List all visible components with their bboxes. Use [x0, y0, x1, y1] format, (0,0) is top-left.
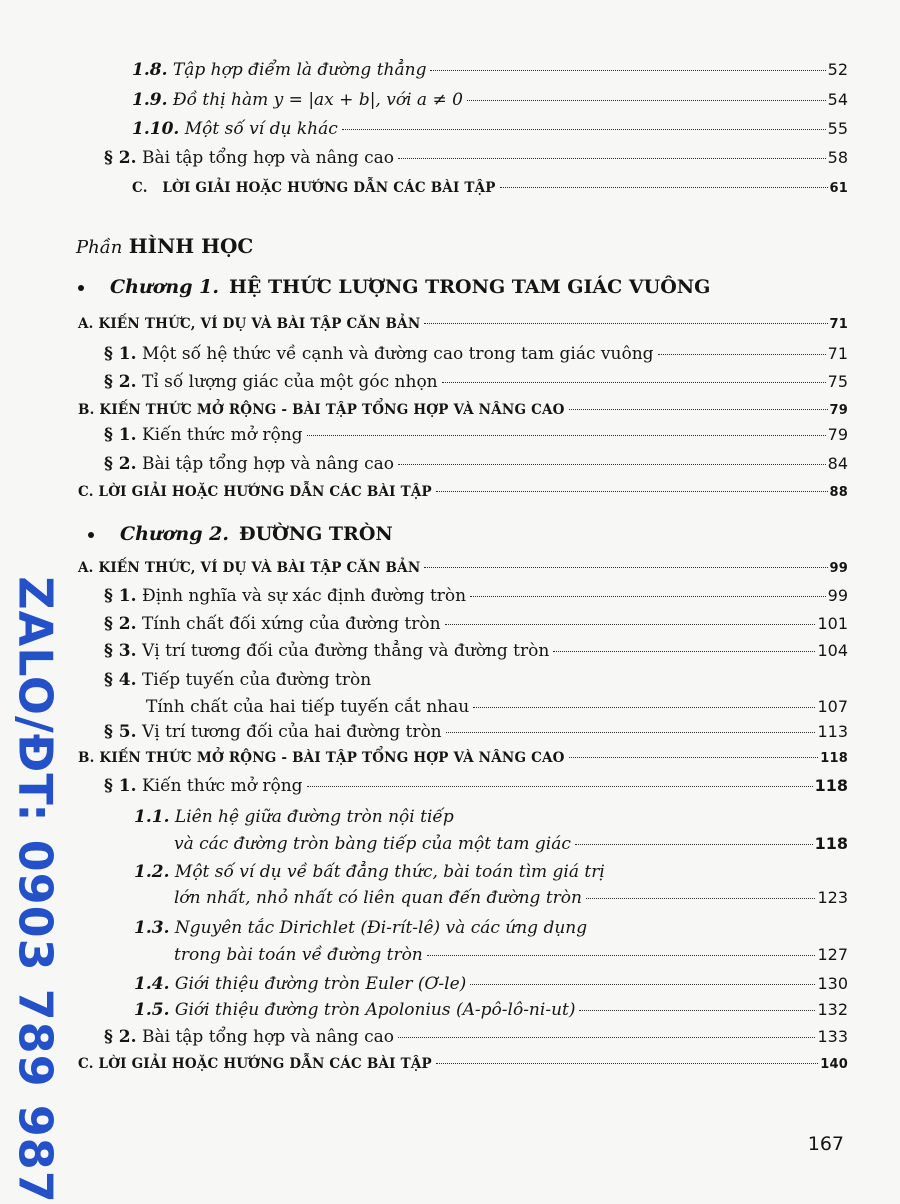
chapter-title: ĐƯỜNG TRÒN	[238, 523, 393, 545]
entry-number: § 1.	[104, 586, 137, 606]
entry-page: 101	[817, 614, 848, 633]
entry-number: B.	[78, 750, 95, 766]
entry-page: 55	[827, 119, 848, 138]
toc-entry	[134, 974, 848, 994]
leader-dots	[445, 624, 816, 625]
entry-number: § 1.	[104, 776, 137, 796]
entry-number: 1.3.	[134, 918, 170, 938]
toc-entry-line1	[134, 862, 605, 882]
entry-number: 1.8.	[132, 60, 168, 80]
entry-title: Tính chất đối xứng của đường tròn	[141, 614, 441, 634]
entry-page: 133	[817, 1027, 848, 1046]
entry-page: 84	[827, 454, 848, 473]
toc-entry	[104, 372, 848, 392]
entry-page: 140	[820, 1057, 848, 1072]
entry-title: Vị trí tương đối của đường thẳng và đường tròn	[141, 641, 550, 661]
entry-title: Một số ví dụ về bất đẳng thức, bài toán tìm giá trị	[174, 862, 605, 882]
leader-dots	[307, 786, 813, 787]
entry-title: Tập hợp điểm là đường thẳng	[172, 60, 427, 80]
part-heading	[76, 234, 253, 258]
entry-page: 127	[817, 945, 848, 964]
entry-page: 52	[827, 60, 848, 79]
leader-dots	[470, 984, 815, 985]
entry-page: 99	[829, 561, 848, 576]
entry-number: § 2.	[104, 614, 137, 634]
entry-number: 1.2.	[134, 862, 170, 882]
toc-entry	[78, 1056, 848, 1072]
bullet-icon	[78, 285, 84, 291]
entry-title: Một số hệ thức về cạnh và đường cao trong tam giác vuông	[141, 344, 654, 364]
part-title: HÌNH HỌC	[128, 234, 254, 258]
entry-number: § 2.	[104, 454, 137, 474]
toc-entry	[174, 945, 848, 965]
entry-number: § 2.	[104, 372, 137, 392]
leader-dots	[342, 129, 826, 130]
entry-title: Giới thiệu đường tròn Euler (Ơ-le)	[174, 974, 467, 994]
entry-page: 61	[829, 181, 848, 196]
entry-number: § 2.	[104, 1027, 137, 1047]
leader-dots	[553, 651, 815, 652]
entry-page: 71	[829, 317, 848, 332]
entry-number: C.	[78, 484, 94, 500]
entry-number: § 3.	[104, 641, 137, 661]
entry-title: Một số ví dụ khác	[184, 119, 338, 139]
chapter-label: Chương 1.	[110, 276, 219, 298]
entry-title: Giới thiệu đường tròn Apolonius (A-pô-lô-ni-ut)	[174, 1000, 576, 1020]
toc-entry-line1	[134, 807, 454, 827]
toc-entry	[78, 402, 848, 418]
toc-entry	[104, 776, 848, 796]
entry-number: § 1.	[104, 425, 137, 445]
entry-title-cont: lớn nhất, nhỏ nhất có liên quan đến đường tròn	[174, 888, 582, 908]
entry-title: KIẾN THỨC, VÍ DỤ VÀ BÀI TẬP CĂN BẢN	[98, 316, 421, 332]
toc-entry	[174, 834, 848, 854]
toc-entry	[104, 148, 848, 168]
toc-entry	[146, 697, 848, 717]
entry-title-cont: trong bài toán về đường tròn	[174, 945, 423, 965]
leader-dots	[436, 491, 828, 492]
entry-page: 58	[827, 148, 848, 167]
entry-number: A.	[78, 560, 94, 576]
entry-title: Bài tập tổng hợp và nâng cao	[141, 148, 394, 168]
leader-dots	[427, 955, 816, 956]
leader-dots	[442, 382, 826, 383]
entry-number: 1.1.	[134, 807, 170, 827]
leader-dots	[398, 158, 826, 159]
entry-number: § 2.	[104, 148, 137, 168]
contact-watermark	[9, 576, 64, 1204]
toc-entry	[104, 641, 848, 661]
entry-title: KIẾN THỨC MỞ RỘNG - BÀI TẬP TỔNG HỢP VÀ NÂNG CAO	[99, 402, 565, 418]
entry-title: KIẾN THỨC MỞ RỘNG - BÀI TẬP TỔNG HỢP VÀ NÂNG CAO	[99, 750, 565, 766]
entry-title: Bài tập tổng hợp và nâng cao	[141, 1027, 394, 1047]
toc-entry	[104, 586, 848, 606]
toc-entry	[104, 344, 848, 364]
entry-number: B.	[78, 402, 95, 418]
entry-title: LỜI GIẢI HOẶC HƯỚNG DẪN CÁC BÀI TẬP	[162, 180, 496, 196]
entry-title: Nguyên tắc Dirichlet (Đi-rít-lê) và các ứng dụng	[174, 918, 588, 938]
entry-page: 123	[817, 888, 848, 907]
entry-title: Kiến thức mở rộng	[141, 425, 303, 445]
toc-entry	[134, 1000, 848, 1020]
entry-title: Tiếp tuyến của đường tròn	[141, 670, 372, 690]
entry-number: C.	[78, 1056, 94, 1072]
entry-page: 118	[820, 751, 848, 766]
bullet-icon	[88, 532, 94, 538]
leader-dots	[424, 567, 827, 568]
chapter-title: HỆ THỨC LƯỢNG TRONG TAM GIÁC VUÔNG	[228, 276, 711, 298]
leader-dots	[473, 707, 815, 708]
leader-dots	[398, 1037, 815, 1038]
entry-title: Kiến thức mở rộng	[141, 776, 303, 796]
entry-number: § 5.	[104, 722, 137, 742]
leader-dots	[500, 187, 828, 188]
toc-entry	[132, 180, 848, 196]
leader-dots	[467, 100, 826, 101]
leader-dots	[424, 323, 827, 324]
entry-page: 79	[829, 403, 848, 418]
toc-entry	[104, 425, 848, 445]
leader-dots	[575, 844, 813, 845]
leader-dots	[430, 70, 825, 71]
leader-dots	[446, 732, 816, 733]
entry-page: 113	[817, 722, 848, 741]
chapter-heading	[88, 523, 393, 545]
entry-page: 118	[814, 834, 848, 853]
entry-page: 54	[827, 90, 848, 109]
toc-entry	[104, 614, 848, 634]
entry-page: 132	[817, 1000, 848, 1019]
entry-page: 99	[827, 586, 848, 605]
toc-entry-line1	[104, 670, 371, 690]
entry-number: § 1.	[104, 344, 137, 364]
entry-title: Liên hệ giữa đường tròn nội tiếp	[174, 807, 454, 827]
entry-number: 1.9.	[132, 90, 168, 110]
entry-title: Vị trí tương đối của hai đường tròn	[141, 722, 442, 742]
toc-entry-line1	[134, 918, 587, 938]
toc-entry	[132, 119, 848, 139]
entry-page: 71	[827, 344, 848, 363]
leader-dots	[436, 1063, 818, 1064]
leader-dots	[586, 898, 815, 899]
entry-title-cont: Tính chất của hai tiếp tuyến cắt nhau	[146, 697, 470, 717]
leader-dots	[307, 435, 826, 436]
page-number: 167	[807, 1133, 844, 1155]
watermark-text: ZALO/ĐT: 0903 789 987	[9, 576, 64, 1204]
toc-entry	[78, 560, 848, 576]
leader-dots	[398, 464, 826, 465]
entry-number: C.	[132, 180, 148, 196]
entry-page: 130	[817, 974, 848, 993]
entry-title: Tỉ số lượng giác của một góc nhọn	[141, 372, 438, 392]
toc-entry	[78, 316, 848, 332]
entry-page: 107	[817, 697, 848, 716]
entry-page: 104	[817, 641, 848, 660]
entry-number: 1.5.	[134, 1000, 170, 1020]
leader-dots	[470, 596, 826, 597]
toc-entry	[132, 90, 848, 110]
entry-number: A.	[78, 316, 94, 332]
entry-title-cont: và các đường tròn bàng tiếp của một tam giác	[174, 834, 571, 854]
entry-title: LỜI GIẢI HOẶC HƯỚNG DẪN CÁC BÀI TẬP	[98, 484, 432, 500]
toc-entry	[104, 1027, 848, 1047]
entry-title: KIẾN THỨC, VÍ DỤ VÀ BÀI TẬP CĂN BẢN	[98, 560, 421, 576]
toc-entry	[104, 454, 848, 474]
part-prefix: Phần	[76, 237, 123, 258]
toc-entry	[104, 722, 848, 742]
entry-number: 1.4.	[134, 974, 170, 994]
leader-dots	[569, 757, 819, 758]
toc-entry	[132, 60, 848, 80]
entry-page: 118	[814, 776, 848, 795]
entry-title: Định nghĩa và sự xác định đường tròn	[141, 586, 467, 606]
chapter-label: Chương 2.	[120, 523, 229, 545]
entry-title: LỜI GIẢI HOẶC HƯỚNG DẪN CÁC BÀI TẬP	[98, 1056, 432, 1072]
chapter-heading	[78, 276, 710, 298]
toc-entry	[78, 484, 848, 500]
entry-page: 75	[827, 372, 848, 391]
entry-number: 1.10.	[132, 119, 180, 139]
toc-entry	[174, 888, 848, 908]
entry-number: § 4.	[104, 670, 137, 690]
entry-page: 79	[827, 425, 848, 444]
entry-title: Bài tập tổng hợp và nâng cao	[141, 454, 394, 474]
entry-page: 88	[829, 485, 848, 500]
leader-dots	[658, 354, 826, 355]
leader-dots	[579, 1010, 815, 1011]
entry-title: Đồ thị hàm y = |ax + b|, với a ≠ 0	[172, 90, 463, 110]
toc-entry	[78, 750, 848, 766]
leader-dots	[569, 409, 828, 410]
